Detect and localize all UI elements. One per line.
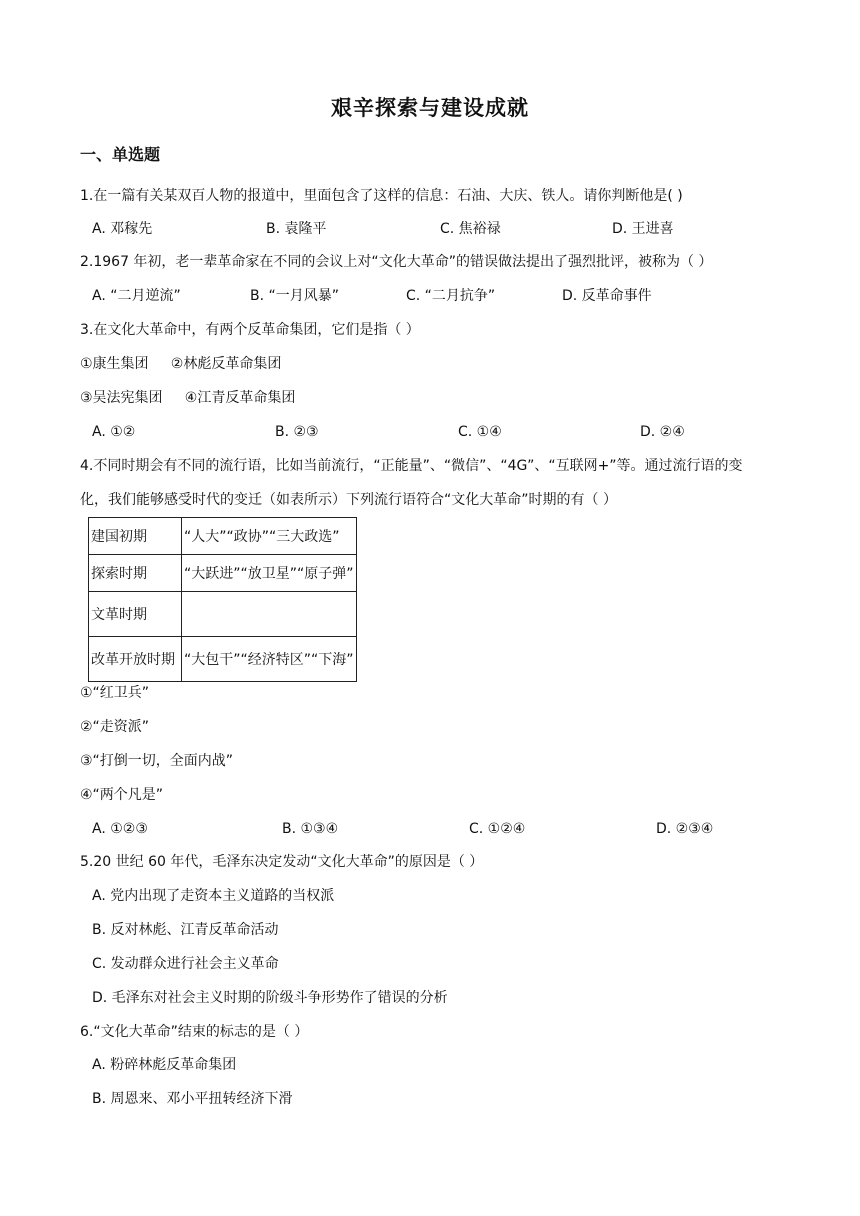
era-cell: 探索时期 — [89, 555, 182, 592]
q2-option-a: A. “二月逆流” — [92, 288, 181, 304]
table-row — [89, 518, 357, 555]
document-title: 艰辛探索与建设成就 — [331, 96, 529, 120]
table-row — [89, 555, 357, 592]
slang-cell — [182, 592, 357, 637]
q4-item-1: ①“红卫兵” — [80, 685, 150, 701]
q4-option-d: D. ②③④ — [656, 821, 714, 837]
q1-option-a: A. 邓稼先 — [92, 221, 153, 237]
section-heading: 一、单选题 — [80, 145, 161, 164]
q4-option-a: A. ①②③ — [92, 821, 148, 837]
question-4-stem-line-2: 化，我们能够感受时代的变迁（如表所示）下列流行语符合“文化大革命”时期的有（ ） — [80, 492, 617, 508]
q4-item-2: ②“走资派” — [80, 719, 150, 735]
q4-option-c: C. ①②④ — [469, 821, 526, 837]
table-row — [89, 592, 357, 637]
era-cell: 建国初期 — [89, 518, 182, 555]
q4-item-4: ④“两个凡是” — [80, 787, 164, 803]
q2-option-b: B. “一月风暴” — [250, 288, 340, 304]
q3-option-b: B. ②③ — [275, 424, 319, 440]
question-5-stem: 5.20 世纪 60 年代，毛泽东决定发动“文化大革命”的原因是（ ） — [80, 854, 484, 870]
q3-option-a: A. ①② — [92, 424, 136, 440]
question-6-stem: 6.“文化大革命”结束的标志的是（ ） — [80, 1024, 309, 1040]
q2-option-d: D. 反革命事件 — [562, 288, 652, 304]
q6-option-b: B. 周恩来、邓小平扭转经济下滑 — [92, 1091, 293, 1107]
question-3-stem: 3.在文化大革命中，有两个反革命集团，它们是指（ ） — [80, 322, 420, 338]
question-2-stem: 2.1967 年初，老一辈革命家在不同的会议上对“文化大革命”的错误做法提出了强烈批评，被称为（ ） — [80, 254, 713, 270]
era-slang-table — [88, 517, 357, 682]
q3-items-line-2: ③吴法宪集团 ④江青反革命集团 — [80, 390, 296, 406]
q2-option-c: C. “二月抗争” — [406, 288, 496, 304]
slang-cell: “人大”“政协”“三大政选” — [182, 518, 357, 555]
era-cell: 文革时期 — [89, 592, 182, 637]
table-row — [89, 637, 357, 682]
question-1-stem: 1.在一篇有关某双百人物的报道中，里面包含了这样的信息：石油、大庆、铁人。请你判断他是( ) — [80, 188, 683, 204]
q3-option-c: C. ①④ — [458, 424, 502, 440]
q1-option-c: C. 焦裕禄 — [440, 221, 501, 237]
q3-option-d: D. ②④ — [640, 424, 685, 440]
q4-option-b: B. ①③④ — [282, 821, 339, 837]
q4-item-3: ③“打倒一切，全面内战” — [80, 753, 234, 769]
q5-option-c: C. 发动群众进行社会主义革命 — [92, 956, 279, 972]
slang-cell: “大跃进”“放卫星”“原子弹” — [182, 555, 357, 592]
q5-option-b: B. 反对林彪、江青反革命活动 — [92, 922, 279, 938]
q6-option-a: A. 粉碎林彪反革命集团 — [92, 1057, 237, 1073]
era-cell: 改革开放时期 — [89, 637, 182, 682]
slang-cell: “大包干”“经济特区”“下海” — [182, 637, 357, 682]
q1-option-d: D. 王进喜 — [612, 221, 674, 237]
q3-items-line-1: ①康生集团 ②林彪反革命集团 — [80, 356, 282, 372]
q1-option-b: B. 袁隆平 — [266, 221, 327, 237]
question-4-stem-line-1: 4.不同时期会有不同的流行语，比如当前流行，“正能量”、“微信”、“4G”、“互联网+”等。通过流行语的变 — [80, 458, 743, 474]
q5-option-d: D. 毛泽东对社会主义时期的阶级斗争形势作了错误的分析 — [92, 990, 448, 1006]
q5-option-a: A. 党内出现了走资本主义道路的当权派 — [92, 888, 335, 904]
